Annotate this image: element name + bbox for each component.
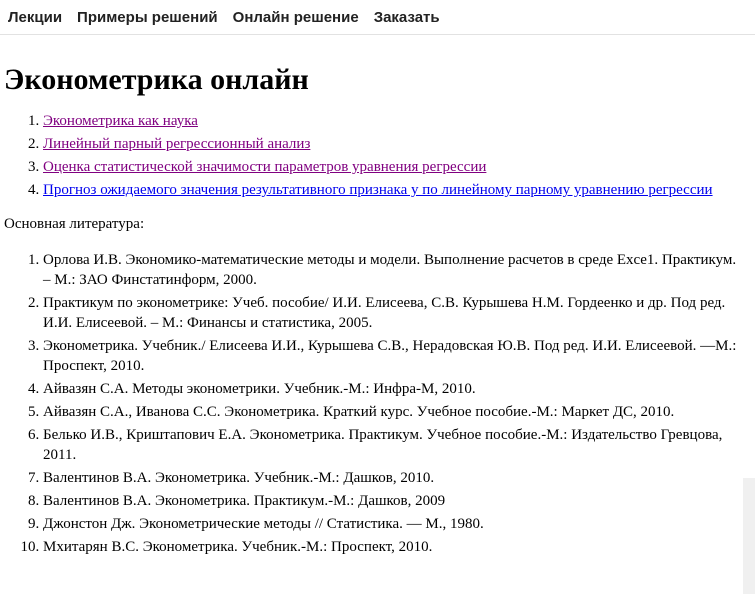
nav-lectures-link[interactable]: Лекции — [8, 8, 63, 26]
lesson-link[interactable]: Оценка статистической значимости параметров уравнения регрессии — [43, 159, 487, 175]
literature-heading: Основная литература: — [4, 216, 145, 232]
lesson-link[interactable]: Прогноз ожидаемого значения результативного признака y по линейному парному уравнению регрессии — [43, 182, 713, 198]
top-navigation — [0, 0, 755, 35]
literature-item: 7. Валентинов В.А. Эконометрика. Учебник.-М.: Дашков, 2010. — [43, 468, 755, 488]
literature-item: 1. Орлова И.В. Экономико-математические методы и модели. Выполнение расчетов в среде Exce1. Практикум. – М.: ЗАО Финстатинформ, 2000. — [43, 250, 755, 290]
lesson-item — [43, 134, 755, 154]
side-panel-edge — [743, 478, 755, 594]
literature-item: 5. Айвазян С.А., Иванова С.С. Эконометрика. Краткий курс. Учебное пособие.-М.: Маркет ДС, 2010. — [43, 402, 755, 422]
literature-item: 10. Мхитарян В.С. Эконометрика. Учебник.-М.: Проспект, 2010. — [43, 537, 755, 557]
literature-item: 2. Практикум по эконометрике: Учеб. пособие/ И.И. Елисеева, С.В. Курышева Н.М. Гордеенко и др. Под ред. И.И. Елисеевой. – М.: Финансы и статистика, 2005. — [43, 293, 755, 333]
literature-item: 4. Айвазян С.А. Методы эконометрики. Учебник.-М.: Инфра-М, 2010. — [43, 379, 755, 399]
literature-item: 6. Белько И.В., Криштапович Е.А. Эконометрика. Практикум. Учебное пособие.-М.: Издательство Гревцова, 2011. — [43, 425, 755, 465]
lesson-link[interactable]: Эконометрика как наука — [43, 113, 198, 129]
lesson-item — [43, 111, 755, 131]
page-title: Эконометрика онлайн — [4, 63, 309, 96]
lessons-list — [0, 111, 755, 200]
lesson-link[interactable]: Линейный парный регрессионный анализ — [43, 136, 311, 152]
lesson-item — [43, 180, 755, 200]
literature-item: 8. Валентинов В.А. Эконометрика. Практикум.-М.: Дашков, 2009 — [43, 491, 755, 511]
nav-online-solution-link[interactable]: Онлайн решение — [232, 8, 359, 26]
literature-item: 3. Эконометрика. Учебник./ Елисеева И.И., Курышева С.В., Нерадовская Ю.В. Под ред. И.И. Елисеевой. —М.: Проспект, 2010. — [43, 336, 755, 376]
literature-list — [0, 250, 755, 557]
lesson-item — [43, 157, 755, 177]
nav-examples-link[interactable]: Примеры решений — [77, 8, 218, 26]
nav-order-link[interactable]: Заказать — [373, 8, 440, 26]
literature-item: 9. Джонстон Дж. Эконометрические методы // Статистика. — М., 1980. — [43, 514, 755, 534]
